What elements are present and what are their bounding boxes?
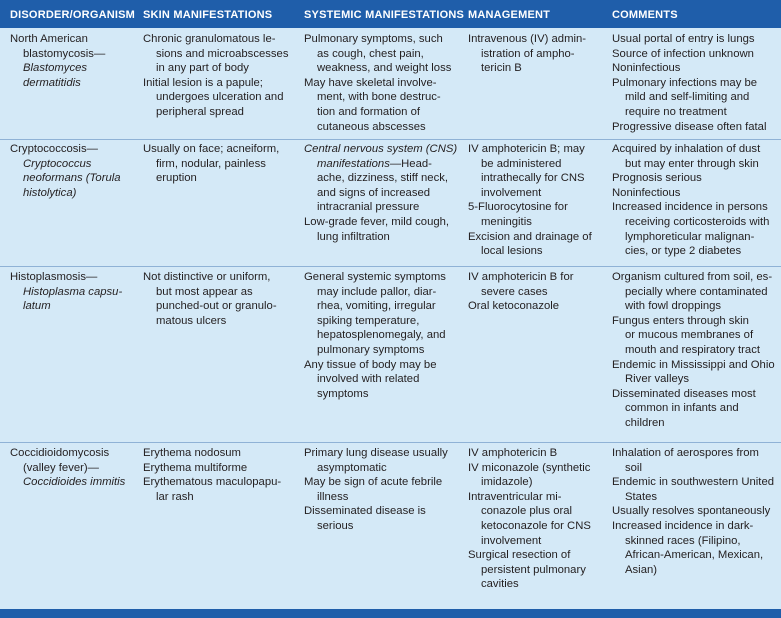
cell-text-line: neoformans (Torula	[23, 172, 121, 185]
cell-entry	[612, 120, 778, 135]
cell-entry	[143, 461, 295, 476]
cell-text-line: Erythema multiforme	[143, 461, 248, 474]
cell-text-line: but most appear as	[156, 285, 253, 298]
cell-entry	[468, 200, 606, 229]
cell-text-line: involvement	[481, 186, 542, 199]
cell-entry	[304, 475, 460, 504]
cell-text-line: Surgical resection of	[468, 549, 571, 562]
cell-text-line: Not distinctive or uniform,	[143, 271, 271, 283]
cell-text-line: asymptomatic	[317, 461, 387, 474]
cell-text-line: mild and self-limiting and	[625, 91, 750, 104]
cell-text-line: cavities	[481, 578, 519, 591]
cell-text-line: African-American, Mexican,	[625, 549, 764, 562]
cell-text-line: intrathecally for CNS	[481, 172, 585, 185]
cell-text-line: persistent pulmonary	[481, 563, 586, 576]
cell-text-line: and signs of increased	[317, 186, 431, 199]
cell-entry	[304, 32, 460, 76]
cell-text-line: peripheral spread	[156, 105, 244, 118]
cell-disorder	[10, 270, 122, 314]
cell-text-line: Erythema nodosum	[143, 447, 241, 459]
cell-text-line: May be sign of acute febrile	[304, 476, 443, 489]
cell-entry	[612, 314, 778, 358]
cell-text-line: 5-Fluorocytosine for	[468, 201, 568, 214]
cell-text-line: meningitis	[481, 215, 532, 228]
cell-text-line: IV amphotericin B; may	[468, 143, 585, 155]
cell-disorder	[10, 32, 122, 90]
cell-text-line: lung infiltration	[317, 230, 390, 243]
cell-systemic	[304, 32, 460, 134]
cell-text-line: Primary lung disease usually	[304, 447, 448, 459]
row-divider	[0, 266, 781, 267]
cell-text-line: ment, with bone destruc-	[317, 91, 441, 104]
cell-text-line: ketoconazole for CNS	[481, 519, 591, 532]
cell-text-line: lymphoreticular malignan-	[625, 230, 755, 243]
cell-text-line: North American	[10, 33, 88, 45]
cell-text-line: histolytica)	[23, 186, 77, 199]
cell-management	[468, 446, 606, 592]
cell-text-line: skinned races (Filipino,	[625, 534, 741, 547]
cell-text-line: common in infants and	[625, 402, 739, 415]
cell-text-line: Increased incidence in persons	[612, 201, 768, 214]
cell-entry	[304, 76, 460, 134]
cell-text-line: Fungus enters through skin	[612, 314, 749, 327]
cell-text-line: Cryptococcosis—	[10, 143, 98, 155]
cell-entry	[304, 504, 460, 533]
header-systemic: SYSTEMIC MANIFESTATIONS	[304, 9, 465, 21]
cell-text-line: Disseminated diseases most	[612, 387, 756, 400]
cell-text-line: spiking temperature,	[317, 314, 420, 327]
cell-text-line: as cough, chest pain,	[317, 47, 424, 60]
cell-text-line: severe cases	[481, 285, 548, 298]
cell-entry	[612, 519, 778, 577]
cell-text-line: Intraventricular mi-	[468, 490, 562, 503]
cell-text-line: Pulmonary infections may be	[612, 76, 758, 89]
cell-text-line: tion and formation of	[317, 105, 420, 118]
cell-entry	[143, 76, 295, 120]
cell-skin	[143, 270, 295, 328]
cell-text-line: Histoplasma capsu-	[23, 285, 123, 298]
cell-entry	[304, 358, 460, 402]
header-skin: SKIN MANIFESTATIONS	[143, 9, 273, 21]
cell-text-line: istration of ampho-	[481, 47, 575, 60]
cell-systemic	[304, 142, 460, 244]
cell-entry	[143, 446, 295, 461]
cell-text-line: in any part of body	[156, 62, 249, 75]
cell-entry	[612, 171, 778, 186]
cell-text-line: may include pallor, diar-	[317, 285, 437, 298]
cell-skin	[143, 32, 295, 120]
cell-entry	[468, 142, 606, 200]
cell-text-line: sions and microabscesses	[156, 47, 289, 60]
cell-text-line: involved with related	[317, 373, 420, 386]
cell-entry	[612, 387, 778, 431]
cell-text-line: mouth and respiratory tract	[625, 343, 760, 356]
cell-text-line: tericin B	[481, 62, 522, 75]
cell-text-line: pecially where contaminated	[625, 285, 768, 298]
cell-text-line: intracranial pressure	[317, 201, 420, 214]
cell-entry	[143, 142, 295, 186]
cell-text-line: rhea, vomiting, irregular	[317, 300, 436, 313]
cell-text-line: manifestations—Head-	[317, 157, 432, 170]
cell-text-line: Any tissue of body may be	[304, 358, 437, 371]
header-comments: COMMENTS	[612, 9, 678, 21]
cell-entry	[468, 548, 606, 592]
cell-text-line: Endemic in Mississippi and Ohio	[612, 358, 775, 371]
cell-text-line: Noninfectious	[612, 62, 681, 75]
cell-text-line: cies, or type 2 diabetes	[625, 245, 742, 258]
cell-text-line: Chronic granulomatous le-	[143, 33, 276, 45]
cell-entry	[468, 270, 606, 299]
cell-comments	[612, 270, 778, 431]
cell-text-line: Organism cultured from soil, es-	[612, 271, 773, 283]
cell-text-line: General systemic symptoms	[304, 271, 446, 283]
cell-text-line: children	[625, 416, 665, 429]
cell-text-line: matous ulcers	[156, 314, 227, 327]
table-header	[0, 0, 781, 28]
cell-text-line: Increased incidence in dark-	[612, 519, 754, 532]
cell-text-line: Endemic in southwestern United	[612, 476, 775, 489]
cell-text-line: Progressive disease often fatal	[612, 120, 767, 133]
cell-entry	[468, 461, 606, 490]
cell-text-line: but may enter through skin	[625, 157, 759, 170]
cell-text-line: Erythematous maculopapu-	[143, 476, 282, 489]
cell-text-line: Excision and drainage of	[468, 230, 592, 243]
cell-comments	[612, 142, 778, 259]
cell-entry	[143, 475, 295, 504]
cell-text-line: conazole plus oral	[481, 505, 573, 518]
cell-text-line: dermatitidis	[23, 76, 81, 89]
row-divider	[0, 139, 781, 140]
header-disorder: DISORDER/ORGANISM	[10, 9, 136, 21]
cell-management	[468, 32, 606, 76]
cell-entry	[612, 47, 778, 62]
cell-text-line: Cryptococcus	[23, 157, 92, 170]
cell-text-line: Coccidioides immitis	[23, 476, 126, 489]
cell-text-line: with fowl droppings	[625, 300, 722, 313]
cell-text-line: punched-out or granulo-	[156, 300, 277, 313]
cell-skin	[143, 446, 295, 504]
cell-disorder	[10, 142, 122, 200]
cell-text-line: serious	[317, 519, 354, 532]
cell-systemic	[304, 446, 460, 534]
cell-text-line: receiving corticosteroids with	[625, 215, 770, 228]
cell-text-line: Source of infection unknown	[612, 47, 754, 60]
cell-entry	[612, 142, 778, 171]
cell-text-line: Usually on face; acneiform,	[143, 143, 280, 155]
cell-text-line: eruption	[156, 172, 197, 185]
cell-text-line: Disseminated disease is	[304, 505, 426, 518]
cell-disorder	[10, 446, 126, 490]
cell-management	[468, 142, 606, 259]
cell-entry	[612, 475, 778, 504]
cell-entry	[468, 299, 606, 314]
cell-text-line: symptoms	[317, 387, 369, 400]
cell-entry	[612, 186, 778, 201]
cell-text-line: IV amphotericin B	[468, 447, 558, 459]
cell-text-line: Usual portal of entry is lungs	[612, 33, 755, 45]
cell-text-line: Histoplasmosis—	[10, 271, 98, 283]
cell-text-line: undergoes ulceration and	[156, 91, 284, 104]
cell-text-line: blastomycosis—	[23, 47, 106, 60]
cell-text-line: involvement	[481, 534, 542, 547]
cell-text-line: Blastomyces	[23, 62, 88, 75]
cell-text-line: Usually resolves spontaneously	[612, 505, 771, 518]
cell-text-line: cutaneous abscesses	[317, 120, 426, 133]
cell-management	[468, 270, 606, 314]
header-management: MANAGEMENT	[468, 9, 551, 21]
cell-comments	[612, 446, 778, 577]
cell-entry	[612, 446, 778, 475]
cell-entry	[143, 32, 295, 76]
cell-text-line: Central nervous system (CNS)	[304, 143, 458, 155]
cell-entry	[304, 215, 460, 244]
cell-text-line: Low-grade fever, mild cough,	[304, 215, 450, 228]
cell-entry	[468, 490, 606, 548]
cell-text-line: or mucous membranes of	[625, 329, 754, 342]
cell-entry	[612, 32, 778, 47]
cell-text-line: weakness, and weight loss	[317, 62, 452, 75]
cell-text-line: be administered	[481, 157, 562, 170]
cell-text-line: hepatosplenomegaly, and	[317, 329, 446, 342]
cell-entry	[468, 230, 606, 259]
cell-text-line: Oral ketoconazole	[468, 300, 560, 313]
cell-text-line: pulmonary symptoms	[317, 343, 425, 356]
cell-entry	[612, 270, 778, 314]
cell-text-line: May have skeletal involve-	[304, 76, 437, 89]
cell-text-line: ache, dizziness, stiff neck,	[317, 172, 449, 185]
row-divider	[0, 442, 781, 443]
cell-entry	[612, 358, 778, 387]
cell-text-line: Noninfectious	[612, 186, 681, 199]
cell-text-line: Acquired by inhalation of dust	[612, 143, 761, 155]
cell-entry	[612, 61, 778, 76]
cell-entry	[612, 504, 778, 519]
cell-text-line: illness	[317, 490, 349, 503]
cell-text-line: local lesions	[481, 245, 543, 258]
cell-text-line: States	[625, 490, 658, 503]
cell-text-line: imidazole)	[481, 476, 533, 489]
cell-text-line: firm, nodular, painless	[156, 157, 266, 170]
table-footer-bar	[0, 609, 781, 618]
cell-text-line: River valleys	[625, 373, 690, 386]
cell-entry	[612, 76, 778, 120]
cell-text-line: (valley fever)—	[23, 461, 99, 474]
cell-entry	[612, 200, 778, 258]
cell-entry	[304, 446, 460, 475]
cell-text-line: require no treatment	[625, 105, 727, 118]
cell-text-line: Inhalation of aerospores from	[612, 447, 759, 459]
cell-entry	[143, 270, 295, 328]
cell-text-line: lar rash	[156, 490, 194, 503]
cell-entry	[304, 142, 460, 215]
cell-text-line: Initial lesion is a papule;	[143, 76, 263, 89]
cell-comments	[612, 32, 778, 134]
cell-entry	[468, 32, 606, 76]
cell-text-line: IV amphotericin B for	[468, 271, 574, 283]
cell-skin	[143, 142, 295, 186]
cell-text-line: Pulmonary symptoms, such	[304, 33, 443, 45]
cell-systemic	[304, 270, 460, 401]
cell-entry	[304, 270, 460, 358]
cell-entry	[468, 446, 606, 461]
cell-text-line: Prognosis serious	[612, 172, 702, 185]
cell-text-line: IV miconazole (synthetic	[468, 461, 591, 474]
cell-text-line: Asian)	[625, 563, 658, 576]
cell-text-line: soil	[625, 461, 642, 474]
cell-text-line: Intravenous (IV) admin-	[468, 33, 587, 45]
cell-text-line: latum	[23, 300, 51, 313]
cell-text-line: Coccidioidomycosis	[10, 447, 110, 459]
